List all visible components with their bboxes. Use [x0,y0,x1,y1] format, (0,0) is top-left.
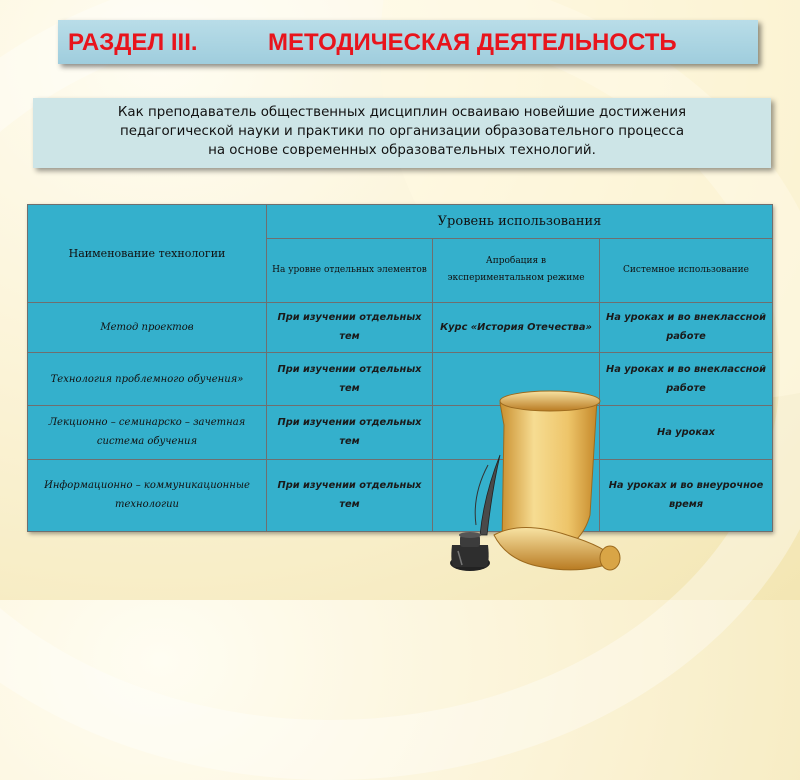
table-row [28,459,773,532]
header-usage-level: Уровень использования [267,205,773,239]
technology-name: Метод проектов [28,302,267,352]
section-title: МЕТОДИЧЕСКАЯ ДЕЯТЕЛЬНОСТЬ [268,29,677,56]
table-cell: Курс «История Отечества» [433,302,600,352]
ink-pot-icon [450,532,490,571]
slide-title-bar [58,20,758,64]
table-row [28,352,773,405]
table-cell: При изучении отдельных тем [267,352,433,405]
table-row [28,406,773,459]
header-systemic-use: Системное использование [600,239,773,302]
technology-name: Технология проблемного обучения» [28,352,267,405]
intro-text-box [33,98,771,168]
table-cell: На уроках и во внеурочное время [600,459,773,532]
intro-line: Как преподаватель общественных дисциплин осваиваю новейшие достижения [117,105,687,120]
intro-line: на основе современных образовательных технологий. [208,143,596,158]
technology-name: Лекционно – семинарско – зачетная система обучения [28,406,267,459]
table-cell: На уроках и во внеклассной работе [600,352,773,405]
paper-scroll-icon [494,391,620,570]
header-technology-name: Наименование технологии [28,205,267,303]
technology-table [27,204,772,532]
scroll-illustration [432,385,632,580]
technology-name: Информационно – коммуникационные технологии [28,459,267,532]
header-experimental-mode: Апробация в экспериментальном режиме [433,239,600,302]
table-cell: При изучении отдельных тем [267,302,433,352]
table-cell: При изучении отдельных тем [267,459,433,532]
table-row [28,302,773,352]
header-individual-elements: На уровне отдельных элементов [267,239,433,302]
table-cell: На уроках [600,406,773,459]
intro-line: педагогической науки и практики по организации образовательного процесса [119,124,685,139]
table-cell: При изучении отдельных тем [267,406,433,459]
quill-feather-icon [475,455,500,535]
table-cell: На уроках и во внеклассной работе [600,302,773,352]
section-number: РАЗДЕЛ III. [68,29,198,56]
